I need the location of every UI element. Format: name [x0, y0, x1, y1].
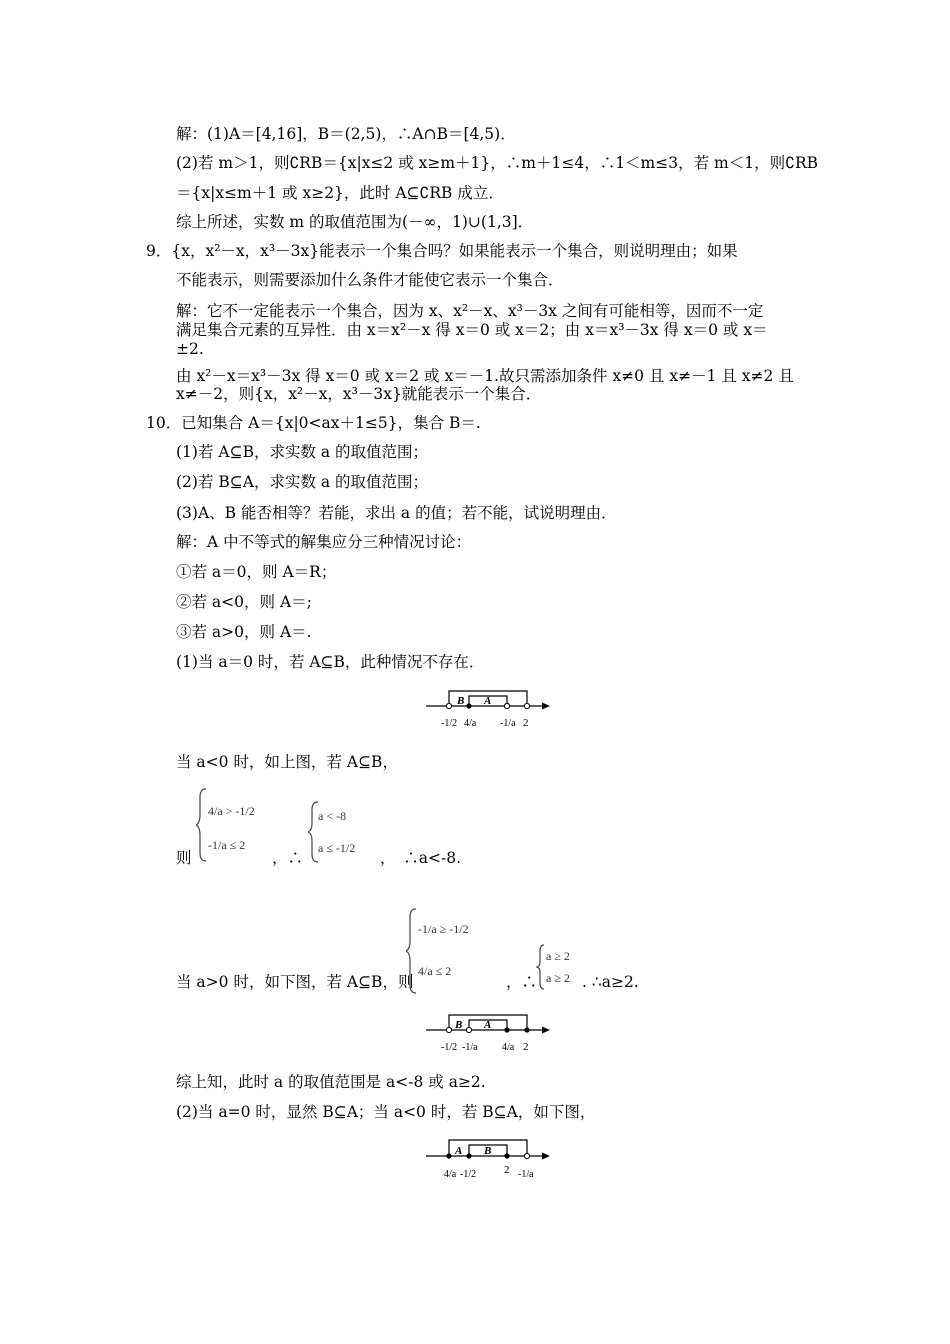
problem-10-q1: (1)若 A⊆B，求实数 a 的取值范围；	[176, 443, 429, 461]
case-a-negative: 当 a<0 时，如上图，若 A⊆B，	[176, 753, 398, 771]
number-line-2	[424, 1012, 559, 1060]
solution-10-case1: ①若 a＝0，则 A＝R；	[176, 563, 337, 581]
solution-10-part1-intro: (1)当 a＝0 时，若 A⊆B，此种情况不存在．	[176, 653, 485, 671]
solution-8-part2-b: ＝{x|x≤m＋1 或 x≥2}，此时 A⊆∁RB 成立．	[176, 184, 504, 202]
tick-four-over-a: 4/a	[464, 718, 477, 729]
system-4-row-2: a ≥ 2	[546, 971, 570, 985]
problem-10-q2: (2)若 B⊆A，求实数 a 的取值范围；	[176, 473, 429, 491]
problem-10-q3: (3)A、B 能否相等？若能，求出 a 的值；若不能，试说明理由．	[176, 504, 617, 522]
result-a-geq-2: . ∴a≥2.	[582, 973, 639, 991]
solution-9-a: 解：它不一定能表示一个集合，因为 x、x²－x、x³－3x 之间有可能相等，因而不一定	[176, 302, 764, 320]
solution-10-part2-intro: (2)当 a=0 时，显然 B⊆A；当 a<0 时，若 B⊆A，如下图，	[176, 1103, 596, 1121]
problem-9-statement-a: 9．{x，x²－x，x³－3x}能表示一个集合吗？如果能表示一个集合，则说明理由；如果	[146, 242, 738, 260]
inequality-system-4	[536, 942, 586, 992]
tick-neg-half: -1/2	[460, 1169, 477, 1180]
system-2-row-1: a < -8	[318, 809, 347, 823]
result-a-less-than-neg8: ， ∴a<-8.	[380, 849, 462, 867]
tick-neg-one-over-a: -1/a	[462, 1042, 478, 1053]
number-line-3-label-b: B	[484, 1145, 492, 1157]
number-line-3	[424, 1137, 559, 1187]
therefore-1: ，∴	[272, 849, 304, 867]
number-line-1-label-b: B	[457, 695, 465, 707]
system-2-row-2: a ≤ -1/2	[318, 841, 356, 855]
solution-10-intro: 解：A 中不等式的解集应分三种情况讨论：	[176, 533, 472, 551]
number-line-1-label-a: A	[484, 695, 492, 707]
tick-neg-one-over-a: -1/a	[518, 1169, 534, 1180]
solution-9-e: x≠－2，则{x，x²－x，x³－3x}就能表示一个集合．	[176, 385, 542, 403]
tick-two: 2	[523, 1041, 529, 1053]
tick-neg-half: -1/2	[441, 718, 458, 729]
solution-10-case3: ③若 a>0，则 A＝.	[176, 623, 312, 641]
system-3-row-1: -1/a ≥ -1/2	[418, 922, 469, 936]
solution-9-b: 满足集合元素的互异性．由 x＝x²－x 得 x＝0 或 x＝2；由 x＝x³－3x 得 x＝0 或 x＝	[176, 321, 768, 339]
solution-9-c: ±2.	[176, 340, 204, 358]
number-line-2-label-a: A	[484, 1019, 492, 1031]
tick-neg-one-over-a: -1/a	[500, 718, 516, 729]
system-4-row-1: a ≥ 2	[546, 949, 570, 963]
solution-8-conclusion: 综上所述，实数 m 的取值范围为(－∞，1)∪(1,3]．	[176, 213, 534, 231]
solution-10-case2: ②若 a<0，则 A＝;	[176, 593, 312, 611]
problem-10-statement: 10．已知集合 A＝{x|0<ax＋1≤5}，集合 B＝.	[146, 414, 481, 432]
solution-9-d: 由 x²－x＝x³－3x 得 x＝0 或 x＝2 或 x＝－1.故只需添加条件 x≠0 且 x≠－1 且 x≠2 且	[176, 367, 794, 385]
system-3-row-2: 4/a ≤ 2	[418, 964, 452, 978]
problem-9-statement-b: 不能表示，则需要添加什么条件才能使它表示一个集合．	[176, 271, 564, 289]
number-line-3-label-a: A	[455, 1145, 463, 1157]
tick-neg-half: -1/2	[441, 1042, 458, 1053]
tick-four-over-a: 4/a	[502, 1042, 515, 1053]
number-line-2-label-b: B	[455, 1019, 463, 1031]
system-prefix: 则	[176, 849, 192, 867]
tick-four-over-a: 4/a	[444, 1169, 457, 1180]
solution-8-part1: 解：(1)A＝[4,16]，B＝(2,5)，∴A∩B＝[4,5)．	[176, 125, 516, 143]
summary-part1: 综上知，此时 a 的取值范围是 a<-8 或 a≥2.	[176, 1073, 486, 1091]
system-1-row-1: 4/a > -1/2	[208, 804, 255, 818]
number-line-1	[424, 688, 559, 736]
case-a-positive: 当 a>0 时，如下图，若 A⊆B，则	[176, 973, 414, 991]
system-1-row-2: -1/a ≤ 2	[208, 838, 246, 852]
inequality-system-3	[406, 905, 506, 995]
solution-8-part2-a: (2)若 m＞1，则∁RB＝{x|x≤2 或 x≥m＋1}，∴m＋1≤4，∴1＜m≤3，若 m＜1，则∁RB	[176, 154, 819, 172]
tick-two: 2	[504, 1164, 510, 1176]
tick-two: 2	[523, 717, 529, 729]
therefore-2: ，∴	[506, 973, 538, 991]
